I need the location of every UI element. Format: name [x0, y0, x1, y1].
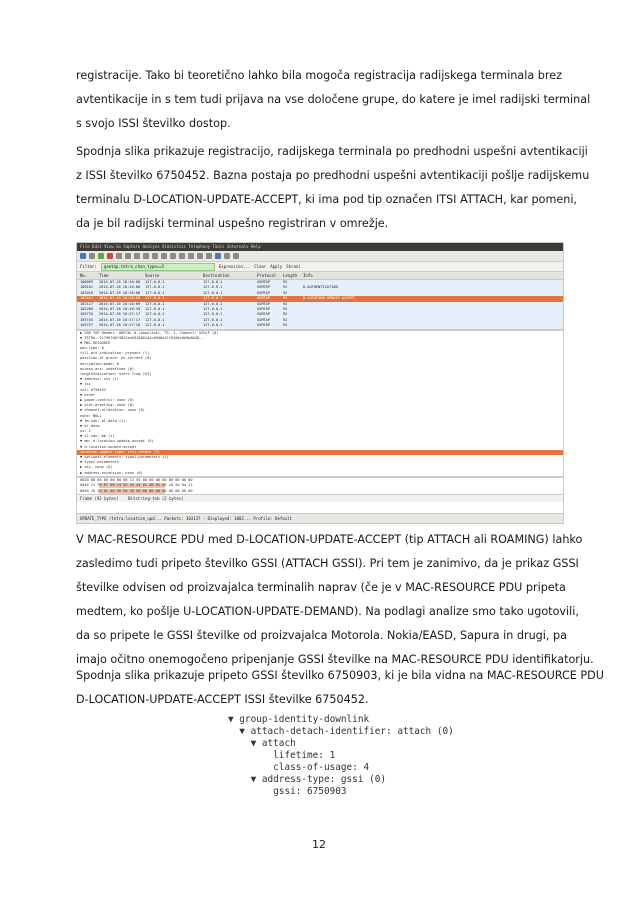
- table-cell: 127.0.0.1: [203, 296, 223, 301]
- table-cell: 92: [283, 317, 288, 322]
- tree-item[interactable]: fill-bit-indication: present (1): [80, 351, 150, 356]
- table-cell: 2014-07-16 18:16:09: [99, 296, 141, 301]
- paragraph-2: [76, 140, 590, 236]
- bytes-tabs: [77, 494, 563, 502]
- code-line: ▼ attach-detach-identifier: attach (0): [228, 726, 454, 737]
- tree-item[interactable]: lengthIndication: start-frag (63): [80, 372, 152, 377]
- table-cell: 92: [283, 323, 288, 328]
- tree-item[interactable]: ns: 1: [80, 429, 91, 434]
- text-line: s svojo ISSI številko dostop.: [76, 117, 231, 130]
- tree-item[interactable]: ▼ mm: d-location-update-accept (5): [80, 439, 154, 444]
- hex-row[interactable]: [77, 489, 563, 494]
- table-cell: GSMTAP: [257, 301, 270, 306]
- table-cell: 127.0.0.1: [145, 301, 165, 306]
- table-cell: D-AUTHENTICATION: [303, 285, 338, 290]
- tree-item[interactable]: ssi: 6750452: [80, 387, 106, 392]
- table-cell: 127.0.0.1: [145, 306, 165, 311]
- table-cell: 2014-07-16 18:17:18: [99, 323, 141, 328]
- packet-details: [77, 331, 563, 476]
- tree-item[interactable]: ▼ ssi: [80, 382, 91, 387]
- paragraph-1: [76, 64, 591, 136]
- preferences-icon[interactable]: [224, 253, 230, 259]
- table-cell: 100099: [80, 280, 93, 284]
- column-header[interactable]: No.: [80, 273, 88, 278]
- help-icon[interactable]: [233, 253, 239, 259]
- open-file-icon[interactable]: [116, 253, 122, 259]
- find-icon[interactable]: [152, 253, 158, 259]
- table-cell: 127.0.0.1: [145, 323, 165, 328]
- tree-item[interactable]: ▼ optional-elements: type2-parameters (1): [80, 455, 169, 460]
- table-cell: 92: [283, 306, 288, 311]
- table-cell: 127.0.0.1: [145, 285, 165, 290]
- table-cell: 92: [283, 301, 288, 306]
- tree-item[interactable]: access-ack: undefined (0): [80, 366, 135, 371]
- resize-columns-icon[interactable]: [206, 253, 212, 259]
- back-icon[interactable]: [161, 253, 167, 259]
- table-cell: 2014-07-16 18:17:17: [99, 312, 141, 317]
- table-cell: 127.0.0.1: [145, 296, 165, 301]
- page-number: 12: [312, 838, 326, 851]
- tree-item[interactable]: location-update-type: itsi-attach (3): [77, 450, 563, 455]
- zoom-out-icon[interactable]: [197, 253, 203, 259]
- code-line: class-of-usage: 4: [228, 762, 370, 773]
- status-bar: UPDATE_TYPE (tetra.location_upd... Packets: 303137 · Displayed: 1082... Profile: Default: [77, 513, 563, 523]
- close-file-icon[interactable]: [134, 253, 140, 259]
- zoom-in-icon[interactable]: [188, 253, 194, 259]
- coloring-rules-icon[interactable]: [215, 253, 221, 259]
- goto-icon[interactable]: [179, 253, 185, 259]
- tree-item[interactable]: ▼ bl-data: [80, 423, 100, 428]
- tree-item[interactable]: ▼ type2-parameters: [80, 460, 119, 465]
- table-cell: 127.0.0.1: [203, 290, 223, 295]
- hex-text: 0020 00 00 00 00 00 00 12 05 00 00 00 00 00 00 00 00: [80, 477, 193, 482]
- table-row[interactable]: [77, 323, 563, 328]
- tree-item[interactable]: ▼ TETRA: 2179670674822ea2018001d3c09d0a11f6200c0d5b8648...: [80, 335, 206, 340]
- packet-list-header: [77, 272, 563, 280]
- table-cell: 2014-07-16 18:16:09: [99, 301, 141, 306]
- tab-bitstring[interactable]: Bitstring-tvb (2 bytes): [128, 495, 184, 501]
- save-filter-button[interactable]: Shrani: [286, 264, 301, 269]
- tree-item[interactable]: ▼ d-location-update-accept: [80, 444, 137, 449]
- column-header[interactable]: Time: [99, 273, 109, 278]
- wireshark-screenshot: [76, 242, 564, 524]
- stop-capture-icon[interactable]: [107, 253, 113, 259]
- table-cell: GSMTAP: [257, 280, 270, 284]
- text-line: da so pripete le GSSI številke od proizvajalca Motorola. Nokia/EASD, Sapura in drugi, pa: [76, 629, 567, 642]
- hex-text: 0050 f6 20 0c 0d 5b 86 48 00 00 00 00 00 00 00 00 00: [80, 488, 193, 493]
- tree-item[interactable]: position-of-grant: on-current (0): [80, 356, 152, 361]
- expression-button[interactable]: Expression...: [218, 264, 251, 269]
- table-cell: GSMTAP: [257, 306, 270, 311]
- text-line: V MAC-RESOURCE PDU med D-LOCATION-UPDATE-ACCEPT (tip ATTACH ali ROAMING) lahko: [76, 533, 583, 546]
- tree-item[interactable]: encryption-mode: 0: [80, 361, 119, 366]
- code-line: ▼ address-type: gssi (0): [228, 774, 387, 785]
- column-header[interactable]: Source: [145, 273, 160, 278]
- hex-text: 0040 21 79 67 06 74 82 2e a2 01 80 01 d3 c0 9d 0a 11: [80, 483, 193, 488]
- table-cell: 92: [283, 296, 288, 301]
- save-icon[interactable]: [125, 253, 131, 259]
- text-line: Spodnja slika prikazuje registracijo, radijskega terminala po predhodni uspešni avtentikaciji: [76, 145, 588, 158]
- tree-item[interactable]: none: NULL: [80, 413, 102, 418]
- tree-item[interactable]: ▼ tm-sdu: bl-data (1): [80, 418, 126, 423]
- table-cell: GSMTAP: [257, 285, 270, 290]
- text-line: avtentikacije in s tem tudi prijava na vse določene grupe, do katere je imel radijski terminal: [76, 93, 591, 106]
- table-cell: 127.0.0.1: [203, 285, 223, 290]
- table-cell: 92: [283, 312, 288, 317]
- reload-icon[interactable]: [143, 253, 149, 259]
- table-cell: GSMTAP: [257, 290, 270, 295]
- start-capture-icon[interactable]: [98, 253, 104, 259]
- code-line: ▼ group-identity-downlink: [228, 714, 370, 725]
- text-line: da je bil radijski terminal uspešno registriran v omrežje.: [76, 217, 389, 230]
- table-cell: 127.0.0.1: [145, 290, 165, 295]
- code-line: ▼ attach: [228, 738, 296, 749]
- filter-label: Filter:: [80, 264, 97, 269]
- menu-bar[interactable]: File Edit View Go Capture Analyze Statistics Telephony Tools Internals Help: [77, 243, 563, 251]
- table-cell: 100101: [80, 285, 93, 290]
- table-cell: 127.0.0.1: [203, 301, 223, 306]
- tree-item[interactable]: ▼ channel-allocation: none (0): [80, 408, 145, 413]
- table-cell: D-LOCATION UPDATE ACCEPT: [303, 296, 355, 301]
- table-cell: 127.0.0.1: [203, 312, 223, 317]
- table-cell: 102016: [80, 290, 93, 295]
- tree-item[interactable]: ▶ power-control: none (0): [80, 397, 135, 402]
- toolbar: [77, 251, 563, 262]
- packet-bytes: [77, 478, 563, 494]
- code-line: gssi: 6750903: [228, 786, 347, 797]
- text-line: imajo očitno onemogočeno pripenjanje GSSI številke na MAC-RESOURCE PDU identifikatorju.: [76, 653, 594, 666]
- apply-button[interactable]: Apply: [270, 264, 283, 269]
- tree-item[interactable]: ▼ other: [80, 392, 96, 397]
- gssi-code-figure: [228, 714, 454, 810]
- table-cell: 105745: [80, 317, 93, 322]
- table-cell: 2014-07-16 18:16:08: [99, 280, 141, 284]
- table-cell: GSMTAP: [257, 312, 270, 317]
- table-cell: 92: [283, 290, 288, 295]
- table-cell: 2014-07-16 18:17:17: [99, 317, 141, 322]
- table-cell: 127.0.0.1: [203, 317, 223, 322]
- tree-item[interactable]: ▼ MAC-RESOURCE: [80, 340, 111, 345]
- table-cell: 2014-07-16 18:16:49: [99, 306, 141, 311]
- table-cell: 105735: [80, 312, 93, 317]
- tree-item[interactable]: ▼ address: ssi (1): [80, 377, 119, 382]
- table-cell: 127.0.0.1: [203, 323, 223, 328]
- text-line: D-LOCATION-UPDATE-ACCEPT ISSI številke 6750452.: [76, 693, 369, 706]
- text-line: zasledimo tudi pripeto številko GSSI (ATTACH GSSI). Pri tem je zanimivo, da je prikaz GSSI: [76, 557, 579, 570]
- text-line: Spodnja slika prikazuje pripeto GSSI številko 6750903, ki je bila vidna na MAC-RESOURCE PDU: [76, 669, 604, 682]
- table-cell: 92: [283, 285, 288, 290]
- table-cell: 127.0.0.1: [145, 312, 165, 317]
- text-line: medtem, ko pošlje U-LOCATION-UPDATE-DEMAND). Na podlagi analize smo tako ugotovili,: [76, 605, 579, 618]
- table-cell: GSMTAP: [257, 296, 270, 301]
- table-cell: GSMTAP: [257, 317, 270, 322]
- filter-input[interactable]: gsmtap.tetra_chan_type==5: [101, 263, 215, 271]
- column-header[interactable]: Destination: [203, 273, 230, 278]
- code-line: lifetime: 1: [228, 750, 336, 761]
- text-line: številke odvisen od proizvajalca terminalih naprav (če je v MAC-RESOURCE PDU pripeta: [76, 581, 566, 594]
- column-header[interactable]: Protocol: [257, 273, 277, 278]
- paragraph-4: [76, 664, 604, 712]
- table-cell: 92: [283, 280, 288, 284]
- text-line: z ISSI številko 6750452. Bazna postaja po predhodni uspešni avtentikaciji pošlje radijskemu: [76, 169, 590, 182]
- column-header[interactable]: Info: [303, 273, 313, 278]
- forward-icon[interactable]: [170, 253, 176, 259]
- tree-item[interactable]: ▶ slot-granting: none (0): [80, 403, 135, 408]
- text-line: registracije. Tako bi teoretično lahko bila mogoča registracija radijskega terminala brez: [76, 69, 562, 82]
- interfaces-icon[interactable]: [80, 253, 86, 259]
- table-cell: 102288: [80, 306, 93, 311]
- clear-button[interactable]: Clear: [254, 264, 267, 269]
- text-line: terminalu D-LOCATION-UPDATE-ACCEPT, ki ima pod tip označen ITSI ATTACH, kar pomeni,: [76, 193, 577, 206]
- options-icon[interactable]: [89, 253, 95, 259]
- tree-item[interactable]: ▼ tl-sdu: mm (1): [80, 434, 115, 439]
- column-header[interactable]: Length: [283, 273, 298, 278]
- tree-item[interactable]: ▶ ssi: none (0): [80, 465, 113, 470]
- paragraph-3: [76, 528, 594, 672]
- tab-frame[interactable]: Frame (92 bytes): [80, 495, 119, 501]
- table-cell: 105757: [80, 323, 93, 328]
- table-cell: 102127: [80, 301, 93, 306]
- tree-item[interactable]: pdu-type: 0: [80, 346, 104, 351]
- table-cell: 127.0.0.1: [145, 280, 165, 284]
- table-cell: GSMTAP: [257, 323, 270, 328]
- filter-bar: [77, 262, 563, 272]
- table-cell: 2014-07-16 18:16:08: [99, 285, 141, 290]
- table-cell: 127.0.0.1: [145, 317, 165, 322]
- table-cell: 102021: [80, 296, 93, 301]
- table-cell: 127.0.0.1: [203, 280, 223, 284]
- packet-list: [77, 280, 563, 329]
- table-cell: 2014-07-16 18:16:08: [99, 290, 141, 295]
- table-cell: 127.0.0.1: [203, 306, 223, 311]
- tree-item[interactable]: ▶ address-extension: none (0): [80, 470, 143, 475]
- tree-item[interactable]: ▶ GSM TAP Header, ARFCN: 0 (Downlink), TS: 1, Channel: SCH/F (0): [80, 330, 219, 335]
